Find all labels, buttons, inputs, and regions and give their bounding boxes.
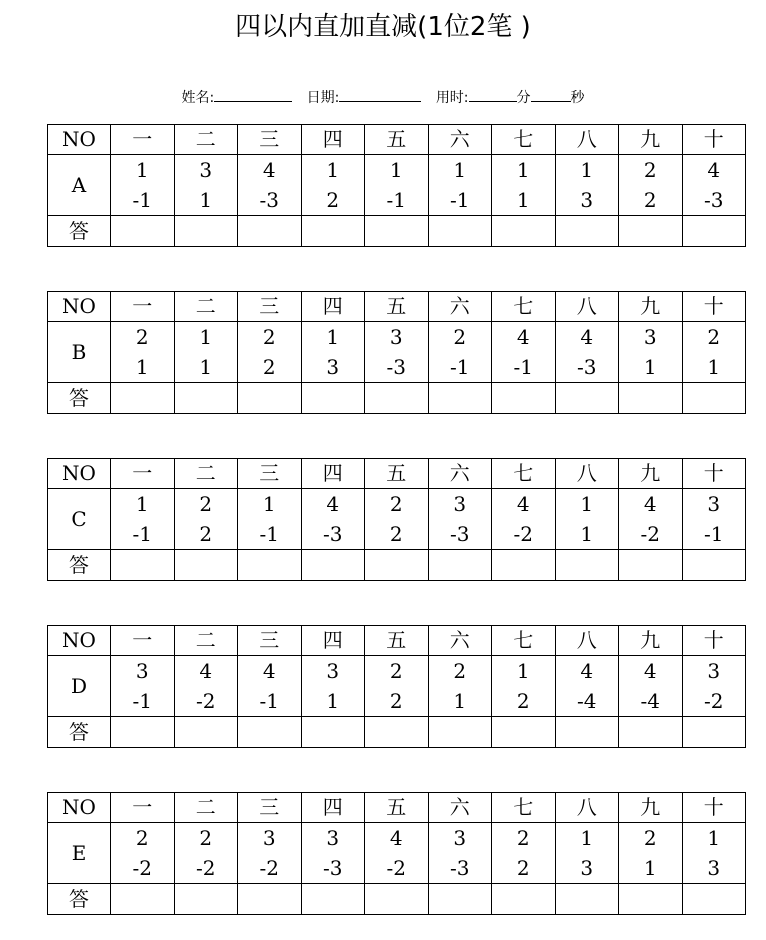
header-row [48, 292, 746, 322]
problem-cell [174, 322, 238, 383]
date-label: 日期: [306, 90, 340, 106]
problem-row [48, 155, 746, 216]
header-cell: 一 [111, 125, 175, 155]
first-number: 4 [643, 659, 657, 683]
answer-cell[interactable] [492, 383, 556, 414]
header-cell: 七 [492, 292, 556, 322]
first-number: 3 [643, 325, 657, 349]
problem-row [48, 656, 746, 717]
second-number: 1 [580, 522, 594, 546]
header-cell: 三 [238, 459, 302, 489]
header-cell: 一 [111, 459, 175, 489]
header-cell: NO [48, 626, 111, 656]
problem-cell [301, 155, 365, 216]
first-number: 1 [326, 325, 340, 349]
header-cell: 五 [365, 459, 429, 489]
header-cell: 一 [111, 626, 175, 656]
header-cell: 五 [365, 125, 429, 155]
answer-cell[interactable] [174, 383, 238, 414]
minute-label: 分 [516, 90, 531, 106]
problem-cell [619, 155, 683, 216]
second-number: 1 [199, 188, 213, 212]
first-number: 3 [707, 492, 721, 516]
first-number: 3 [262, 826, 276, 850]
answer-label: 答 [48, 717, 111, 748]
first-number: 3 [326, 659, 340, 683]
header-row [48, 793, 746, 823]
answer-cell[interactable] [428, 717, 492, 748]
answer-cell[interactable] [238, 884, 302, 915]
header-cell: NO [48, 459, 111, 489]
problem-cell [238, 823, 302, 884]
answer-row [48, 717, 746, 748]
first-number: 4 [580, 659, 594, 683]
first-number: 3 [135, 659, 149, 683]
first-number: 1 [580, 158, 594, 182]
header-cell: 九 [619, 459, 683, 489]
first-number: 1 [580, 826, 594, 850]
problem-cell [492, 656, 556, 717]
problem-cell [365, 155, 429, 216]
problem-cell [365, 489, 429, 550]
problem-cell [174, 656, 238, 717]
answer-cell[interactable] [492, 550, 556, 581]
problem-cell [111, 656, 175, 717]
first-number: 1 [516, 659, 530, 683]
problem-row [48, 823, 746, 884]
answer-row [48, 383, 746, 414]
problem-cell [365, 823, 429, 884]
problem-cell [555, 656, 619, 717]
problem-cell [428, 823, 492, 884]
first-number: 4 [707, 158, 721, 182]
second-number: -2 [386, 856, 406, 880]
second-number: -1 [259, 522, 279, 546]
second-number: 3 [707, 856, 721, 880]
answer-cell[interactable] [174, 216, 238, 247]
problem-cell [682, 656, 746, 717]
problem-cell [174, 155, 238, 216]
first-number: 1 [580, 492, 594, 516]
first-number: 2 [707, 325, 721, 349]
second-number: -1 [132, 689, 152, 713]
second-number: -1 [132, 188, 152, 212]
answer-label: 答 [48, 216, 111, 247]
first-number: 2 [643, 826, 657, 850]
second-number: 1 [643, 856, 657, 880]
first-number: 4 [643, 492, 657, 516]
answer-cell[interactable] [492, 717, 556, 748]
answer-cell[interactable] [428, 216, 492, 247]
second-number: 2 [516, 689, 530, 713]
answer-cell[interactable] [238, 717, 302, 748]
header-cell: 三 [238, 793, 302, 823]
answer-cell[interactable] [619, 383, 683, 414]
first-number: 4 [199, 659, 213, 683]
second-number: 1 [453, 689, 467, 713]
problem-cell [428, 155, 492, 216]
header-cell: 六 [428, 459, 492, 489]
header-cell: 八 [555, 459, 619, 489]
problem-cell [619, 489, 683, 550]
answer-cell[interactable] [174, 884, 238, 915]
second-number: -3 [450, 856, 470, 880]
seconds-blank[interactable] [531, 89, 571, 102]
problem-cell [555, 489, 619, 550]
header-cell: 三 [238, 125, 302, 155]
answer-cell[interactable] [555, 383, 619, 414]
answer-cell[interactable] [301, 717, 365, 748]
second-number: -1 [132, 522, 152, 546]
second-number: 1 [516, 188, 530, 212]
problem-table-d [47, 625, 746, 748]
answer-cell[interactable] [682, 717, 746, 748]
second-number: -2 [196, 856, 216, 880]
problem-cell [111, 823, 175, 884]
answer-cell[interactable] [365, 884, 429, 915]
header-cell: 七 [492, 459, 556, 489]
first-number: 4 [516, 325, 530, 349]
answer-cell[interactable] [555, 717, 619, 748]
second-number: -2 [640, 522, 660, 546]
name-blank[interactable] [214, 89, 292, 102]
problem-cell [555, 155, 619, 216]
answer-cell[interactable] [682, 884, 746, 915]
first-number: 2 [389, 659, 403, 683]
answer-cell[interactable] [301, 383, 365, 414]
header-row [48, 125, 746, 155]
answer-row [48, 216, 746, 247]
header-cell: NO [48, 125, 111, 155]
second-number: -2 [513, 522, 533, 546]
second-number: 2 [262, 355, 276, 379]
answer-cell[interactable] [365, 216, 429, 247]
first-number: 2 [199, 826, 213, 850]
second-number: -2 [259, 856, 279, 880]
problem-table-e [47, 792, 746, 915]
problem-cell [301, 656, 365, 717]
answer-cell[interactable] [111, 550, 175, 581]
first-number: 1 [135, 158, 149, 182]
answer-label: 答 [48, 550, 111, 581]
header-cell: 二 [174, 626, 238, 656]
answer-cell[interactable] [111, 717, 175, 748]
problem-cell [365, 322, 429, 383]
header-cell: 八 [555, 793, 619, 823]
first-number: 2 [262, 325, 276, 349]
first-number: 1 [135, 492, 149, 516]
second-number: -1 [259, 689, 279, 713]
first-number: 3 [707, 659, 721, 683]
header-cell: 六 [428, 793, 492, 823]
second-number: 3 [326, 355, 340, 379]
header-cell: 四 [301, 459, 365, 489]
row-label: C [48, 489, 111, 550]
problem-cell [428, 322, 492, 383]
problem-cell [555, 322, 619, 383]
header-cell: NO [48, 292, 111, 322]
header-cell: 八 [555, 626, 619, 656]
header-cell: 二 [174, 793, 238, 823]
answer-cell[interactable] [365, 550, 429, 581]
answer-cell[interactable] [682, 216, 746, 247]
second-number: -3 [704, 188, 724, 212]
header-cell: 八 [555, 125, 619, 155]
header-cell: 五 [365, 793, 429, 823]
answer-cell[interactable] [238, 216, 302, 247]
answer-cell[interactable] [111, 884, 175, 915]
problem-cell [492, 322, 556, 383]
second-label: 秒 [570, 90, 585, 106]
problem-cell [301, 823, 365, 884]
problem-cell [492, 155, 556, 216]
problem-cell [238, 322, 302, 383]
answer-cell[interactable] [682, 550, 746, 581]
first-number: 1 [326, 158, 340, 182]
problem-cell [492, 489, 556, 550]
first-number: 4 [389, 826, 403, 850]
answer-cell[interactable] [619, 216, 683, 247]
answer-cell[interactable] [682, 383, 746, 414]
header-cell: 十 [682, 626, 746, 656]
answer-cell[interactable] [365, 717, 429, 748]
problem-cell [492, 823, 556, 884]
answer-cell[interactable] [492, 884, 556, 915]
first-number: 3 [453, 826, 467, 850]
header-cell: 二 [174, 292, 238, 322]
problem-cell [619, 823, 683, 884]
name-label: 姓名: [181, 90, 215, 106]
student-info-line [0, 87, 766, 107]
row-label: E [48, 823, 111, 884]
header-cell: 一 [111, 292, 175, 322]
answer-row [48, 884, 746, 915]
answer-label: 答 [48, 884, 111, 915]
problem-cell [301, 322, 365, 383]
problem-cell [238, 656, 302, 717]
answer-cell[interactable] [365, 383, 429, 414]
second-number: 3 [580, 188, 594, 212]
problem-cell [619, 656, 683, 717]
second-number: 1 [326, 689, 340, 713]
first-number: 4 [262, 659, 276, 683]
second-number: 1 [707, 355, 721, 379]
first-number: 3 [389, 325, 403, 349]
answer-cell[interactable] [619, 717, 683, 748]
first-number: 3 [326, 826, 340, 850]
problem-cell [428, 489, 492, 550]
first-number: 2 [135, 826, 149, 850]
second-number: -1 [386, 188, 406, 212]
answer-cell[interactable] [555, 216, 619, 247]
first-number: 3 [199, 158, 213, 182]
answer-cell[interactable] [238, 383, 302, 414]
row-label: D [48, 656, 111, 717]
row-label: B [48, 322, 111, 383]
header-cell: 七 [492, 626, 556, 656]
header-cell: 四 [301, 125, 365, 155]
answer-cell[interactable] [174, 550, 238, 581]
second-number: -3 [323, 856, 343, 880]
problem-cell [111, 322, 175, 383]
answer-cell[interactable] [301, 884, 365, 915]
header-cell: 七 [492, 793, 556, 823]
first-number: 2 [643, 158, 657, 182]
second-number: -2 [704, 689, 724, 713]
header-cell: 五 [365, 626, 429, 656]
first-number: 4 [516, 492, 530, 516]
header-cell: 四 [301, 793, 365, 823]
problem-cell [111, 489, 175, 550]
problem-cell [365, 656, 429, 717]
problem-cell [555, 823, 619, 884]
header-cell: 十 [682, 125, 746, 155]
problem-cell [682, 155, 746, 216]
second-number: -1 [450, 355, 470, 379]
first-number: 2 [199, 492, 213, 516]
problem-table-c [47, 458, 746, 581]
header-cell: 八 [555, 292, 619, 322]
first-number: 4 [262, 158, 276, 182]
problem-row [48, 322, 746, 383]
second-number: -3 [577, 355, 597, 379]
second-number: -2 [132, 856, 152, 880]
header-cell: 三 [238, 292, 302, 322]
problem-cell [619, 322, 683, 383]
answer-label: 答 [48, 383, 111, 414]
date-blank[interactable] [339, 89, 421, 102]
second-number: -1 [513, 355, 533, 379]
problem-cell [682, 823, 746, 884]
first-number: 4 [580, 325, 594, 349]
answer-cell[interactable] [619, 550, 683, 581]
row-label: A [48, 155, 111, 216]
header-cell: 五 [365, 292, 429, 322]
answer-cell[interactable] [174, 717, 238, 748]
problem-row [48, 489, 746, 550]
second-number: 2 [516, 856, 530, 880]
header-cell: 四 [301, 292, 365, 322]
first-number: 1 [707, 826, 721, 850]
header-row [48, 626, 746, 656]
problem-cell [238, 489, 302, 550]
page-title: 四以内直加直减(1位2笔 ) [235, 12, 531, 42]
problem-cell [682, 489, 746, 550]
answer-cell[interactable] [111, 216, 175, 247]
answer-cell[interactable] [555, 550, 619, 581]
answer-row [48, 550, 746, 581]
answer-cell[interactable] [238, 550, 302, 581]
header-cell: 九 [619, 626, 683, 656]
second-number: 2 [199, 522, 213, 546]
first-number: 1 [516, 158, 530, 182]
header-row [48, 459, 746, 489]
second-number: 1 [135, 355, 149, 379]
second-number: -3 [450, 522, 470, 546]
header-cell: 三 [238, 626, 302, 656]
problem-cell [301, 489, 365, 550]
second-number: 1 [199, 355, 213, 379]
problem-cell [428, 656, 492, 717]
header-cell: 一 [111, 793, 175, 823]
first-number: 2 [453, 659, 467, 683]
problem-table-b [47, 291, 746, 414]
second-number: -3 [386, 355, 406, 379]
second-number: 3 [580, 856, 594, 880]
header-cell: 九 [619, 793, 683, 823]
problem-cell [238, 155, 302, 216]
first-number: 1 [262, 492, 276, 516]
header-cell: 十 [682, 793, 746, 823]
second-number: -2 [196, 689, 216, 713]
header-cell: 九 [619, 125, 683, 155]
header-cell: 六 [428, 626, 492, 656]
header-cell: NO [48, 793, 111, 823]
header-cell: 四 [301, 626, 365, 656]
second-number: -3 [323, 522, 343, 546]
first-number: 1 [389, 158, 403, 182]
first-number: 2 [389, 492, 403, 516]
problem-cell [111, 155, 175, 216]
header-cell: 二 [174, 125, 238, 155]
header-cell: 二 [174, 459, 238, 489]
second-number: -1 [704, 522, 724, 546]
first-number: 4 [326, 492, 340, 516]
header-cell: 十 [682, 459, 746, 489]
answer-cell[interactable] [555, 884, 619, 915]
problem-cell [174, 489, 238, 550]
first-number: 1 [199, 325, 213, 349]
first-number: 2 [135, 325, 149, 349]
first-number: 2 [453, 325, 467, 349]
time-label: 用时: [435, 90, 469, 106]
problem-table-a [47, 124, 746, 247]
answer-cell[interactable] [428, 550, 492, 581]
second-number: 2 [389, 689, 403, 713]
problem-cell [682, 322, 746, 383]
problem-cell [174, 823, 238, 884]
header-cell: 六 [428, 292, 492, 322]
second-number: -4 [640, 689, 660, 713]
answer-cell[interactable] [301, 550, 365, 581]
first-number: 2 [516, 826, 530, 850]
answer-cell[interactable] [619, 884, 683, 915]
first-number: 3 [453, 492, 467, 516]
minutes-blank[interactable] [469, 89, 517, 102]
answer-cell[interactable] [428, 383, 492, 414]
header-cell: 九 [619, 292, 683, 322]
header-cell: 十 [682, 292, 746, 322]
header-cell: 七 [492, 125, 556, 155]
second-number: 2 [389, 522, 403, 546]
answer-cell[interactable] [301, 216, 365, 247]
second-number: -1 [450, 188, 470, 212]
second-number: 1 [643, 355, 657, 379]
answer-cell[interactable] [428, 884, 492, 915]
header-cell: 六 [428, 125, 492, 155]
second-number: 2 [643, 188, 657, 212]
second-number: 2 [326, 188, 340, 212]
first-number: 1 [453, 158, 467, 182]
second-number: -4 [577, 689, 597, 713]
answer-cell[interactable] [492, 216, 556, 247]
answer-cell[interactable] [111, 383, 175, 414]
second-number: -3 [259, 188, 279, 212]
